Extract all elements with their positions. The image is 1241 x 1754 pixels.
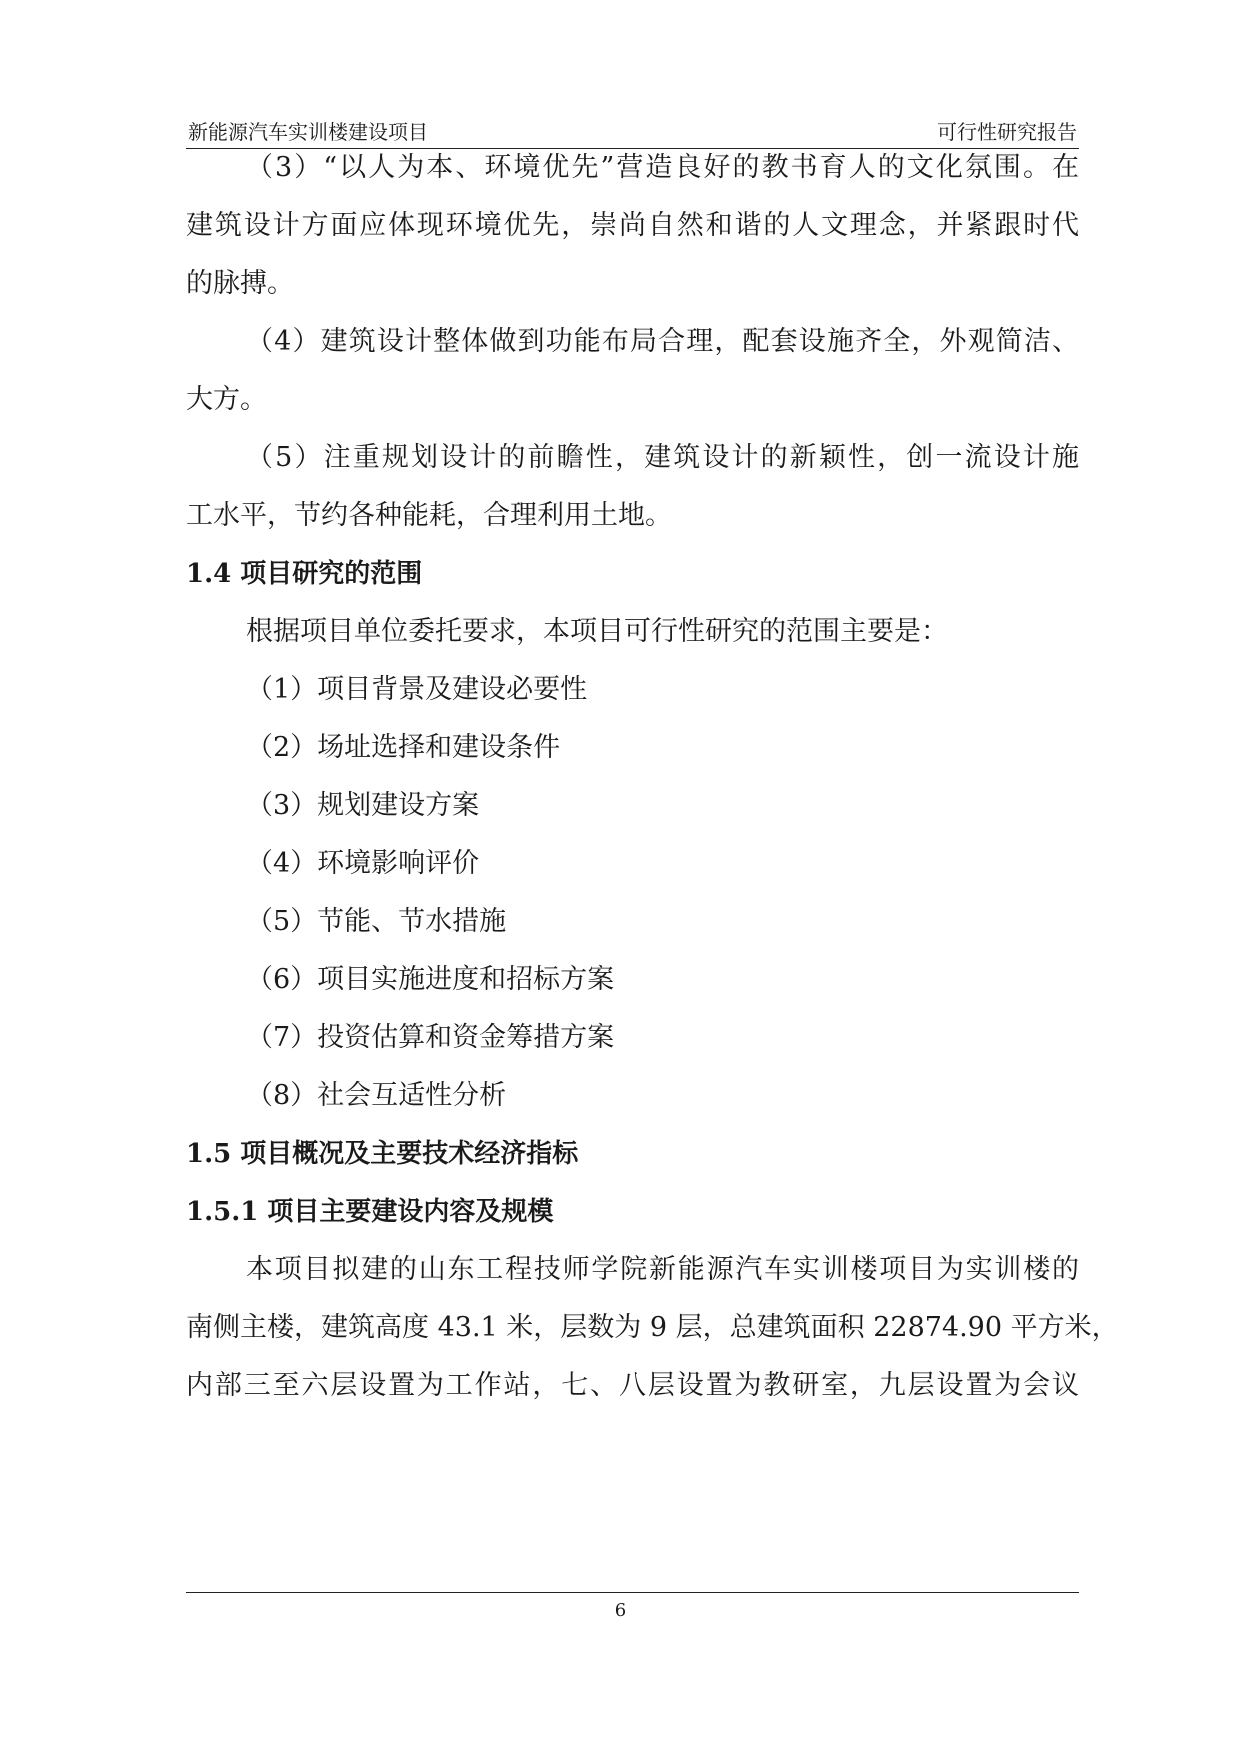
section-heading-1-5: 1.5 项目概况及主要技术经济指标 [186, 1139, 579, 1169]
header-project-title: 新能源汽车实训楼建设项目 [188, 120, 428, 144]
header-report-type: 可行性研究报告 [937, 120, 1077, 144]
paragraph-5-line-2: 工水平，节约各种能耗，合理利用土地。 [186, 500, 672, 531]
paragraph-4-line-1: （4）建筑设计整体做到功能布局合理，配套设施齐全，外观简洁、 [246, 326, 1079, 357]
paragraph-3-line-2: 建筑设计方面应体现环境优先，崇尚自然和谐的人文理念，并紧跟时代 [186, 210, 1079, 241]
scope-item: （2）场址选择和建设条件 [246, 732, 561, 763]
subsection-heading-1-5-1: 1.5.1 项目主要建设内容及规模 [186, 1197, 554, 1227]
overview-line-1: 本项目拟建的山东工程技师学院新能源汽车实训楼项目为实训楼的 [246, 1254, 1079, 1285]
section-heading-1-4: 1.4 项目研究的范围 [186, 559, 423, 589]
scope-item: （1）项目背景及建设必要性 [246, 674, 588, 705]
overview-line-2: 南侧主楼，建筑高度 43.1 米，层数为 9 层，总建筑面积 22874.90 平方米， [186, 1312, 1119, 1343]
scope-item: （5）节能、节水措施 [246, 906, 507, 937]
overview-line-3: 内部三至六层设置为工作站，七、八层设置为教研室，九层设置为会议 [186, 1370, 1079, 1401]
paragraph-5-line-1: （5）注重规划设计的前瞻性，建筑设计的新颖性，创一流设计施 [246, 442, 1079, 473]
scope-intro: 根据项目单位委托要求，本项目可行性研究的范围主要是： [246, 616, 948, 647]
paragraph-4-line-2: 大方。 [186, 384, 267, 415]
page-number: 6 [614, 1600, 627, 1621]
scope-item: （6）项目实施进度和招标方案 [246, 964, 615, 995]
page-header [186, 112, 1079, 149]
paragraph-3-line-3: 的脉搏。 [186, 268, 294, 299]
scope-item: （4）环境影响评价 [246, 848, 480, 879]
footer-divider [186, 1592, 1079, 1593]
paragraph-3-line-1: （3）“以人为本、环境优先”营造良好的教书育人的文化氛围。在 [246, 152, 1079, 183]
scope-item: （8）社会互适性分析 [246, 1080, 507, 1111]
scope-item: （3）规划建设方案 [246, 790, 480, 821]
scope-item: （7）投资估算和资金筹措方案 [246, 1022, 615, 1053]
